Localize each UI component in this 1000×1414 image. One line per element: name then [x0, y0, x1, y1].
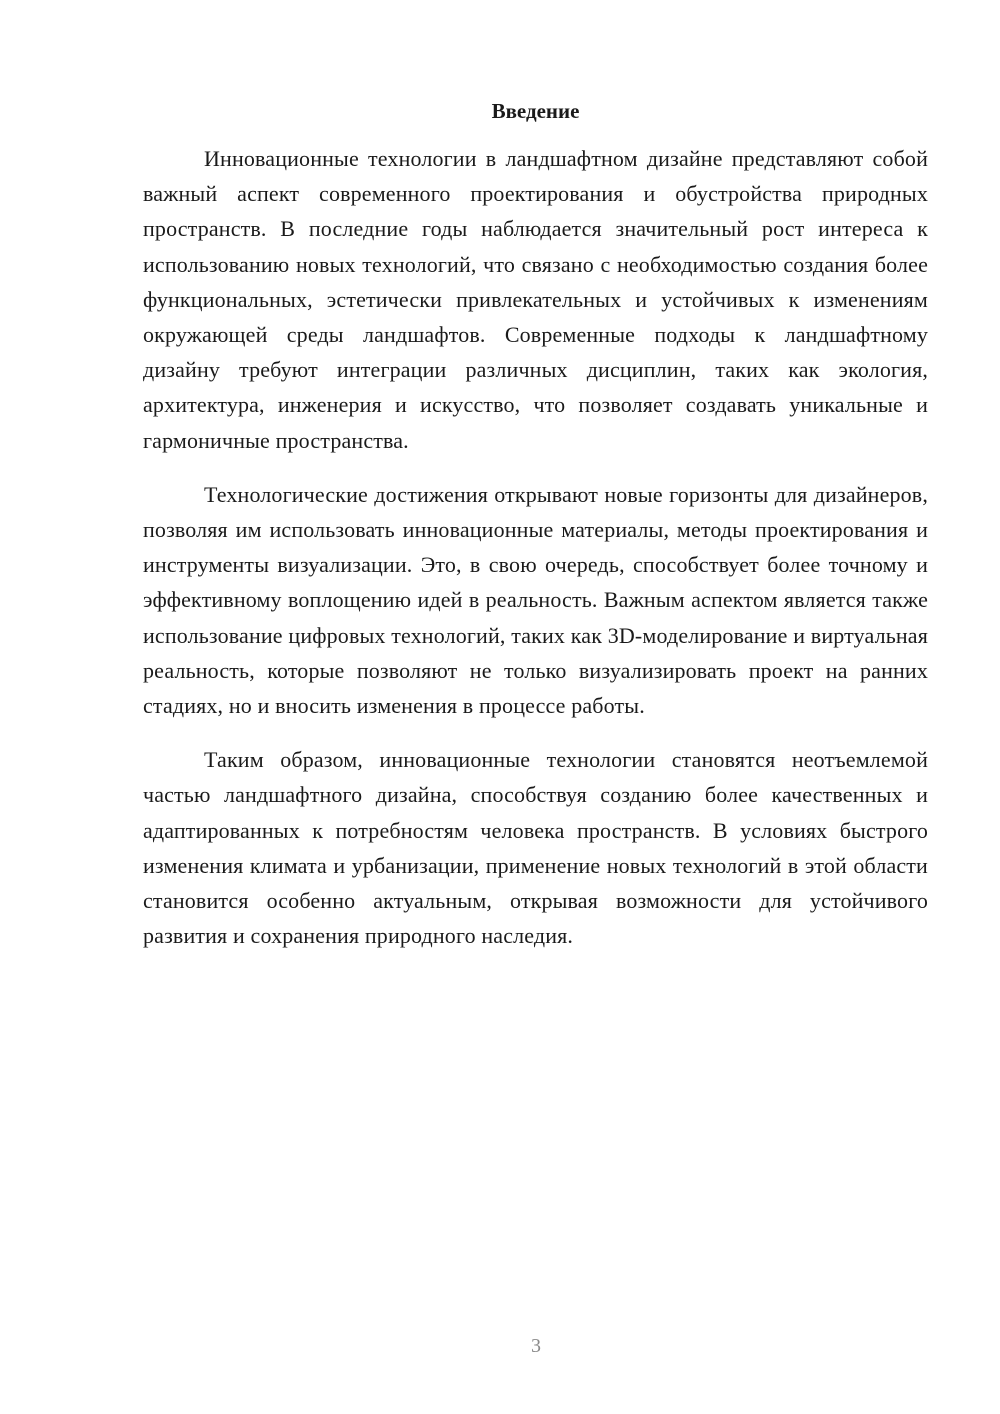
paragraph-1: Инновационные технологии в ландшафтном дизайне представляют собой важный аспект современного проектирования и обустройства природных пространств. В последние годы наблюдается значительный рост интереса к использованию новых технологий, что связано с необходимостью создания более функциональных, эстетически привлекательных и устойчивых к изменениям окружающей среды ландшафтов. Современные подходы к ландшафтному дизайну требуют интеграции различных дисциплин, таких как экология, архитектура, инженерия и искусство, что позволяет создавать уникальные и гармоничные пространства.: [143, 146, 928, 453]
paragraph-3: Таким образом, инновационные технологии становятся неотъемлемой частью ландшафтного дизайна, способствуя созданию более качественных и адаптированных к потребностям человека пространств. В условиях быстрого изменения климата и урбанизации, применение новых технологий в этой области становится особенно актуальным, открывая возможности для устойчивого развития и сохранения природного наследия.: [143, 747, 928, 949]
section-heading: Введение: [491, 99, 580, 123]
paragraph-2: Технологические достижения открывают новые горизонты для дизайнеров, позволяя им использовать инновационные материалы, методы проектирования и инструменты визуализации. Это, в свою очередь, способствует более точному и эффективному воплощению идей в реальность. Важным аспектом является также использование цифровых технологий, таких как 3D-моделирование и виртуальная реальность, которые позволяют не только визуализировать проект на ранних стадиях, но и вносить изменения в процессе работы.: [143, 481, 928, 719]
body-text: [143, 141, 928, 972]
page-number: 3: [531, 1335, 541, 1357]
